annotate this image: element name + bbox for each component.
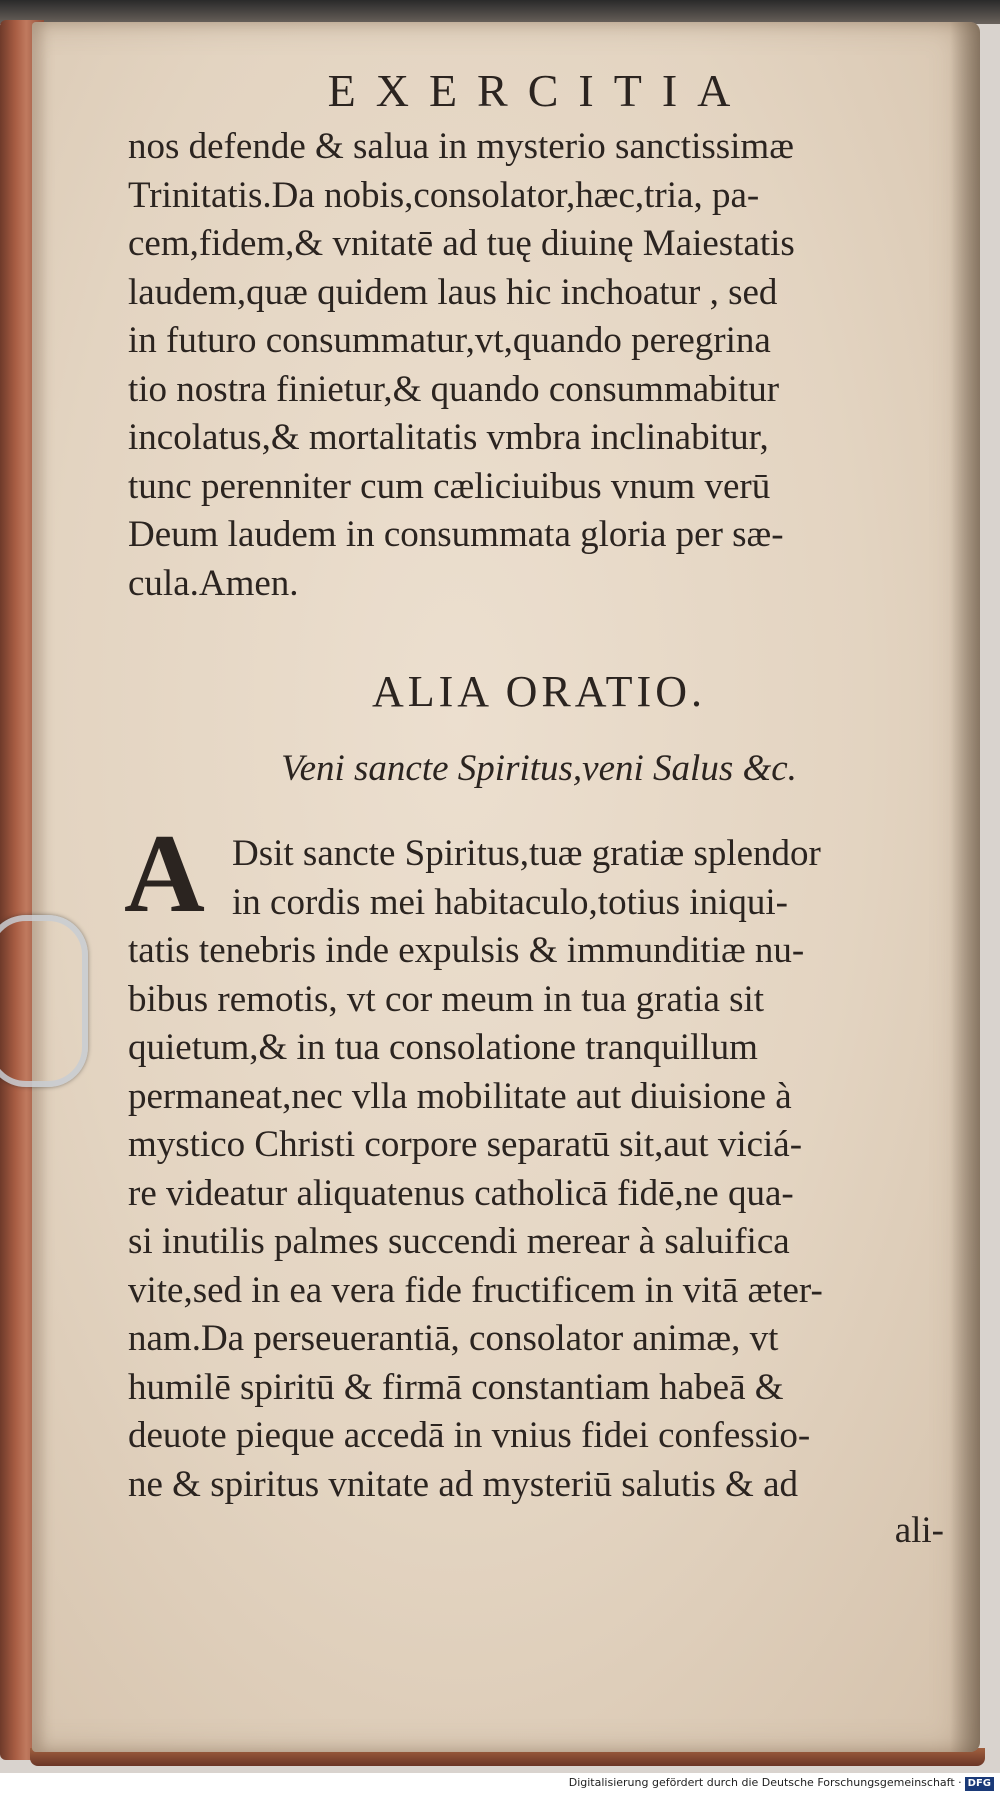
footer-credit: Digitalisierung gefördert durch die Deutsche Forschungsgemeinschaft · xyxy=(568,1776,962,1789)
top-shadow xyxy=(0,0,1000,24)
text-line: in futuro consummatur,vt,quando peregrina xyxy=(128,320,771,361)
text-line: cem,fidem,& vnitatē ad tuę diuinę Maiestatis xyxy=(128,223,795,264)
text-line: cula.Amen. xyxy=(128,562,299,604)
text-line: nos defende & salua in mysterio sanctissimæ xyxy=(128,126,794,167)
text-line: bibus remotis, vt cor meum in tua gratia sit xyxy=(128,978,765,1020)
text-line: tio nostra finietur,& quando consummabitur xyxy=(128,368,780,410)
digitization-footer xyxy=(0,1773,1000,1793)
text-line: quietum,& in tua consolatione tranquillum xyxy=(128,1027,758,1068)
text-line: si inutilis palmes succendi merear à saluifica xyxy=(128,1221,790,1262)
text-line: permaneat,nec vlla mobilitate aut diuisione à xyxy=(128,1075,792,1117)
text-line: humilē spiritū & firmā constantiam habeā & xyxy=(128,1366,784,1408)
text-line: Trinitatis.Da nobis,consolator,hæc,tria, pa- xyxy=(128,174,760,216)
page-text xyxy=(84,40,954,1552)
page-clip xyxy=(0,915,88,1087)
text-line: deuote pieque accedā in vnius fidei confessio- xyxy=(128,1415,811,1456)
text-line: Dsit sancte Spiritus,tuæ gratiæ splendor xyxy=(232,833,821,874)
text-line: tunc perenniter cum cæliciuibus vnum verū xyxy=(128,465,771,507)
prayer-body xyxy=(84,927,954,1509)
text-line: mystico Christi corpore separatū sit,aut viciá- xyxy=(128,1124,803,1165)
running-head: EXERCITIA xyxy=(327,65,751,116)
text-line: incolatus,& mortalitatis vmbra inclinabitur, xyxy=(128,417,769,458)
text-line: re videatur aliquatenus catholicā fidē,ne qua- xyxy=(128,1172,794,1214)
section-heading: ALIA ORATIO. xyxy=(372,667,706,716)
dfg-logo: DFG xyxy=(965,1777,994,1791)
text-line: in cordis mei habitaculo,totius iniqui- xyxy=(232,881,788,923)
text-line: vite,sed in ea vera fide fructificem in vitā æter- xyxy=(128,1269,823,1311)
prayer-end xyxy=(84,123,954,608)
text-line: ne & spiritus vnitate ad mysteriū salutis & ad xyxy=(128,1463,799,1505)
incipit: Veni sancte Spiritus,veni Salus &c. xyxy=(281,748,797,789)
drop-cap: A xyxy=(124,812,205,936)
prayer-opening xyxy=(84,812,954,936)
text-line: nam.Da perseuerantiā, consolator animæ, vt xyxy=(128,1318,779,1359)
text-line: tatis tenebris inde expulsis & immunditiæ nu- xyxy=(128,930,805,971)
catchword: ali- xyxy=(894,1510,944,1551)
text-line: Deum laudem in consummata gloria per sæ- xyxy=(128,514,784,555)
text-line: laudem,quæ quidem laus hic inchoatur , sed xyxy=(128,271,778,313)
page-gutter-shadow xyxy=(950,22,980,1752)
